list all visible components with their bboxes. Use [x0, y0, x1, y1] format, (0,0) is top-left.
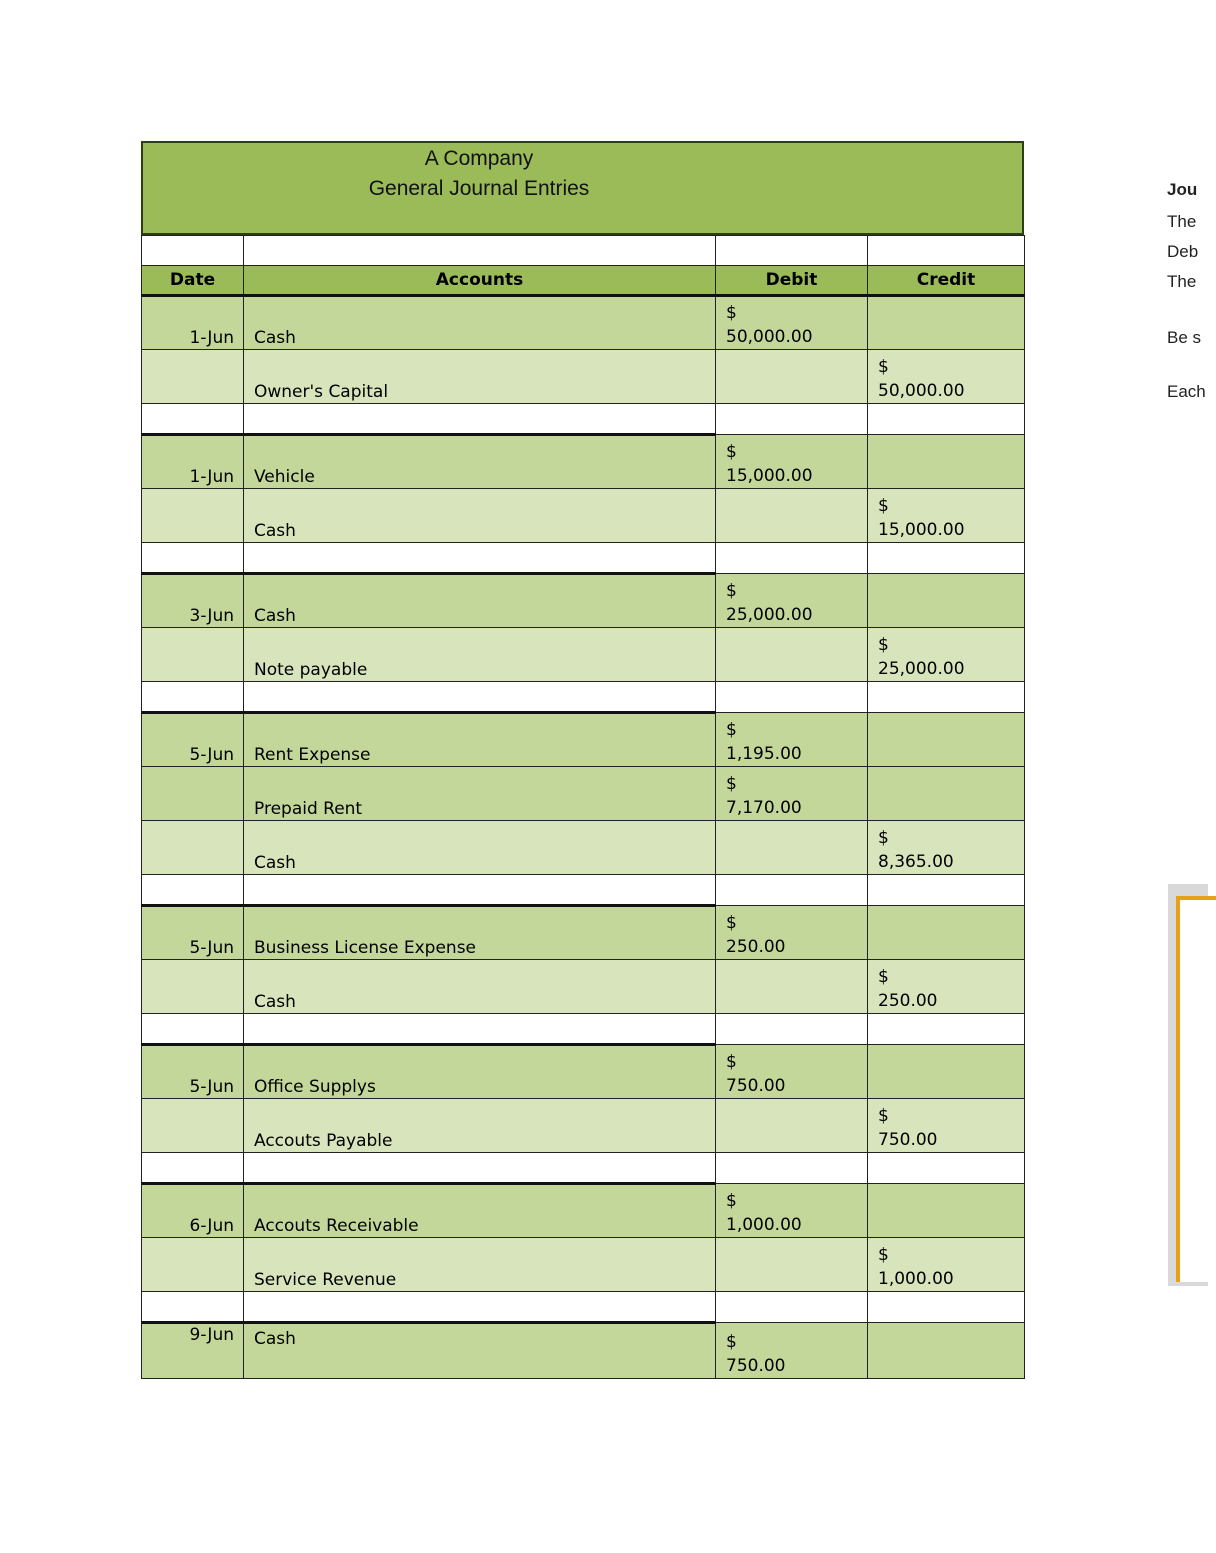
account-cell[interactable]: Rent Expense — [244, 713, 716, 767]
cell[interactable] — [142, 404, 244, 435]
debit-cell[interactable] — [716, 296, 868, 350]
currency-symbol: $ — [726, 774, 737, 794]
amount-value: 1,195.00 — [726, 744, 802, 764]
journal-line — [142, 713, 1025, 767]
account-cell[interactable]: Cash — [244, 296, 716, 350]
cell[interactable] — [244, 404, 716, 435]
currency-symbol: $ — [878, 1245, 889, 1265]
separator-row — [142, 1153, 1025, 1184]
title-banner — [141, 141, 1024, 235]
currency-symbol: $ — [726, 442, 737, 462]
separator-row — [142, 682, 1025, 713]
debit-cell[interactable] — [716, 1045, 868, 1099]
currency-symbol: $ — [878, 828, 889, 848]
currency-symbol: $ — [726, 913, 737, 933]
credit-cell[interactable] — [868, 1323, 1025, 1379]
account-cell[interactable]: Note payable — [244, 628, 716, 682]
cell[interactable] — [868, 1292, 1025, 1323]
account-cell[interactable]: Business License Expense — [244, 906, 716, 960]
separator-row — [142, 404, 1025, 435]
cell[interactable] — [244, 1014, 716, 1045]
credit-cell[interactable] — [868, 1184, 1025, 1238]
journal-line — [142, 574, 1025, 628]
cell[interactable] — [244, 543, 716, 574]
column-header-date[interactable]: Date — [142, 266, 244, 296]
amount-value: 250.00 — [878, 991, 938, 1011]
date-cell[interactable]: 5-Jun — [142, 906, 244, 960]
date-cell[interactable]: 5-Jun — [142, 713, 244, 767]
cell[interactable] — [244, 875, 716, 906]
debit-cell[interactable] — [716, 821, 868, 875]
account-cell[interactable]: Cash — [244, 821, 716, 875]
cell[interactable] — [716, 1153, 868, 1184]
cell[interactable] — [716, 875, 868, 906]
currency-symbol: $ — [726, 720, 737, 740]
date-cell[interactable] — [142, 1099, 244, 1153]
credit-cell[interactable] — [868, 713, 1025, 767]
account-cell[interactable]: Accouts Receivable — [244, 1184, 716, 1238]
side-line: The — [1167, 212, 1197, 231]
date-cell[interactable]: 5-Jun — [142, 1045, 244, 1099]
journal-line — [142, 435, 1025, 489]
date-cell[interactable] — [142, 960, 244, 1014]
account-cell[interactable]: Vehicle — [244, 435, 716, 489]
side-panel — [1168, 884, 1208, 1286]
separator-row — [142, 1292, 1025, 1323]
credit-cell[interactable] — [868, 574, 1025, 628]
cell[interactable] — [868, 236, 1025, 266]
journal-line — [142, 960, 1025, 1014]
account-cell[interactable]: Cash — [244, 489, 716, 543]
debit-cell[interactable] — [716, 574, 868, 628]
amount-value: 8,365.00 — [878, 852, 954, 872]
debit-cell[interactable] — [716, 1099, 868, 1153]
amount-value: 7,170.00 — [726, 798, 802, 818]
cell[interactable] — [142, 543, 244, 574]
debit-cell[interactable] — [716, 713, 868, 767]
date-cell[interactable] — [142, 628, 244, 682]
journal-line — [142, 1099, 1025, 1153]
currency-symbol: $ — [726, 303, 737, 323]
company-name: A Company — [424, 147, 534, 170]
credit-cell[interactable] — [868, 296, 1025, 350]
debit-cell[interactable] — [716, 350, 868, 404]
cell[interactable] — [244, 236, 716, 266]
cell[interactable] — [716, 682, 868, 713]
account-cell[interactable]: Cash — [244, 574, 716, 628]
credit-cell[interactable] — [868, 960, 1025, 1014]
cell[interactable] — [244, 682, 716, 713]
amount-value: 25,000.00 — [878, 659, 965, 679]
credit-cell[interactable] — [868, 821, 1025, 875]
column-header-debit[interactable]: Debit — [716, 266, 868, 296]
cell[interactable] — [244, 1153, 716, 1184]
journal-line — [142, 1184, 1025, 1238]
cell[interactable] — [868, 875, 1025, 906]
currency-symbol: $ — [878, 1106, 889, 1126]
date-cell[interactable] — [142, 821, 244, 875]
journal-line — [142, 350, 1025, 404]
journal-line — [142, 821, 1025, 875]
date-cell[interactable] — [142, 1238, 244, 1292]
debit-cell[interactable] — [716, 960, 868, 1014]
currency-symbol: $ — [726, 1052, 737, 1072]
debit-cell[interactable] — [716, 435, 868, 489]
journal-title: General Journal Entries — [368, 177, 590, 200]
cell[interactable] — [716, 236, 868, 266]
cell[interactable] — [868, 543, 1025, 574]
side-line: Each — [1167, 382, 1206, 401]
amount-value: 250.00 — [726, 937, 786, 957]
cell[interactable] — [244, 1292, 716, 1323]
date-cell[interactable]: 9-Jun — [142, 1323, 244, 1379]
cell[interactable] — [716, 1014, 868, 1045]
journal-line — [142, 1045, 1025, 1099]
journal-sheet — [141, 141, 1024, 1379]
currency-symbol: $ — [878, 357, 889, 377]
account-cell[interactable]: Office Supplys — [244, 1045, 716, 1099]
debit-cell[interactable] — [716, 489, 868, 543]
cell[interactable] — [716, 543, 868, 574]
amount-value: 25,000.00 — [726, 605, 813, 625]
separator-row — [142, 875, 1025, 906]
amount-value: 15,000.00 — [726, 466, 813, 486]
cell[interactable] — [142, 875, 244, 906]
cell[interactable] — [142, 1153, 244, 1184]
debit-cell[interactable] — [716, 1184, 868, 1238]
account-cell[interactable]: Cash — [244, 960, 716, 1014]
debit-cell[interactable] — [716, 767, 868, 821]
credit-cell[interactable] — [868, 628, 1025, 682]
account-cell[interactable]: Cash — [244, 1323, 716, 1379]
date-cell[interactable] — [142, 350, 244, 404]
credit-cell[interactable] — [868, 767, 1025, 821]
credit-cell[interactable] — [868, 906, 1025, 960]
date-cell[interactable]: 3-Jun — [142, 574, 244, 628]
journal-table — [141, 235, 1025, 1379]
debit-cell[interactable] — [716, 906, 868, 960]
amount-value: 750.00 — [726, 1076, 786, 1096]
debit-cell[interactable] — [716, 628, 868, 682]
journal-line — [142, 1238, 1025, 1292]
account-cell[interactable]: Accouts Payable — [244, 1099, 716, 1153]
date-cell[interactable]: 6-Jun — [142, 1184, 244, 1238]
cell[interactable] — [142, 1014, 244, 1045]
separator-row — [142, 1014, 1025, 1045]
separator-row — [142, 543, 1025, 574]
cell[interactable] — [868, 1014, 1025, 1045]
journal-line — [142, 767, 1025, 821]
side-panel-content — [1176, 896, 1216, 1282]
side-line: The — [1167, 272, 1197, 291]
amount-value: 1,000.00 — [878, 1269, 954, 1289]
amount-value: 1,000.00 — [726, 1215, 802, 1235]
account-cell[interactable]: Owner's Capital — [244, 350, 716, 404]
cell[interactable] — [716, 404, 868, 435]
credit-cell[interactable] — [868, 1045, 1025, 1099]
credit-cell[interactable] — [868, 489, 1025, 543]
journal-line — [142, 489, 1025, 543]
date-cell[interactable] — [142, 489, 244, 543]
column-header-accounts[interactable]: Accounts — [244, 266, 716, 296]
amount-value: 750.00 — [726, 1356, 786, 1376]
cell[interactable] — [142, 682, 244, 713]
column-header-row — [142, 266, 1025, 296]
journal-line — [142, 906, 1025, 960]
credit-cell[interactable] — [868, 1099, 1025, 1153]
cell[interactable] — [142, 236, 244, 266]
blank-row — [142, 236, 1025, 266]
account-cell[interactable]: Service Revenue — [244, 1238, 716, 1292]
amount-value: 50,000.00 — [878, 381, 965, 401]
cell[interactable] — [142, 1292, 244, 1323]
currency-symbol: $ — [878, 496, 889, 516]
credit-cell[interactable] — [868, 350, 1025, 404]
amount-value: 15,000.00 — [878, 520, 965, 540]
credit-cell[interactable] — [868, 1238, 1025, 1292]
column-header-credit[interactable]: Credit — [868, 266, 1025, 296]
journal-line — [142, 1323, 1025, 1379]
debit-cell[interactable] — [716, 1238, 868, 1292]
date-cell[interactable]: 1-Jun — [142, 435, 244, 489]
currency-symbol: $ — [726, 1332, 737, 1352]
cell[interactable] — [868, 1153, 1025, 1184]
date-cell[interactable]: 1-Jun — [142, 296, 244, 350]
amount-value: 750.00 — [878, 1130, 938, 1150]
cell[interactable] — [716, 1292, 868, 1323]
cell[interactable] — [868, 682, 1025, 713]
currency-symbol: $ — [878, 967, 889, 987]
account-cell[interactable]: Prepaid Rent — [244, 767, 716, 821]
side-line: Deb — [1167, 242, 1199, 261]
debit-cell[interactable] — [716, 1323, 868, 1379]
side-heading: Jou — [1167, 180, 1198, 199]
journal-line — [142, 628, 1025, 682]
cell[interactable] — [868, 404, 1025, 435]
side-line: Be s — [1167, 328, 1202, 347]
currency-symbol: $ — [726, 581, 737, 601]
date-cell[interactable] — [142, 767, 244, 821]
credit-cell[interactable] — [868, 435, 1025, 489]
amount-value: 50,000.00 — [726, 327, 813, 347]
currency-symbol: $ — [726, 1191, 737, 1211]
journal-line — [142, 296, 1025, 350]
currency-symbol: $ — [878, 635, 889, 655]
